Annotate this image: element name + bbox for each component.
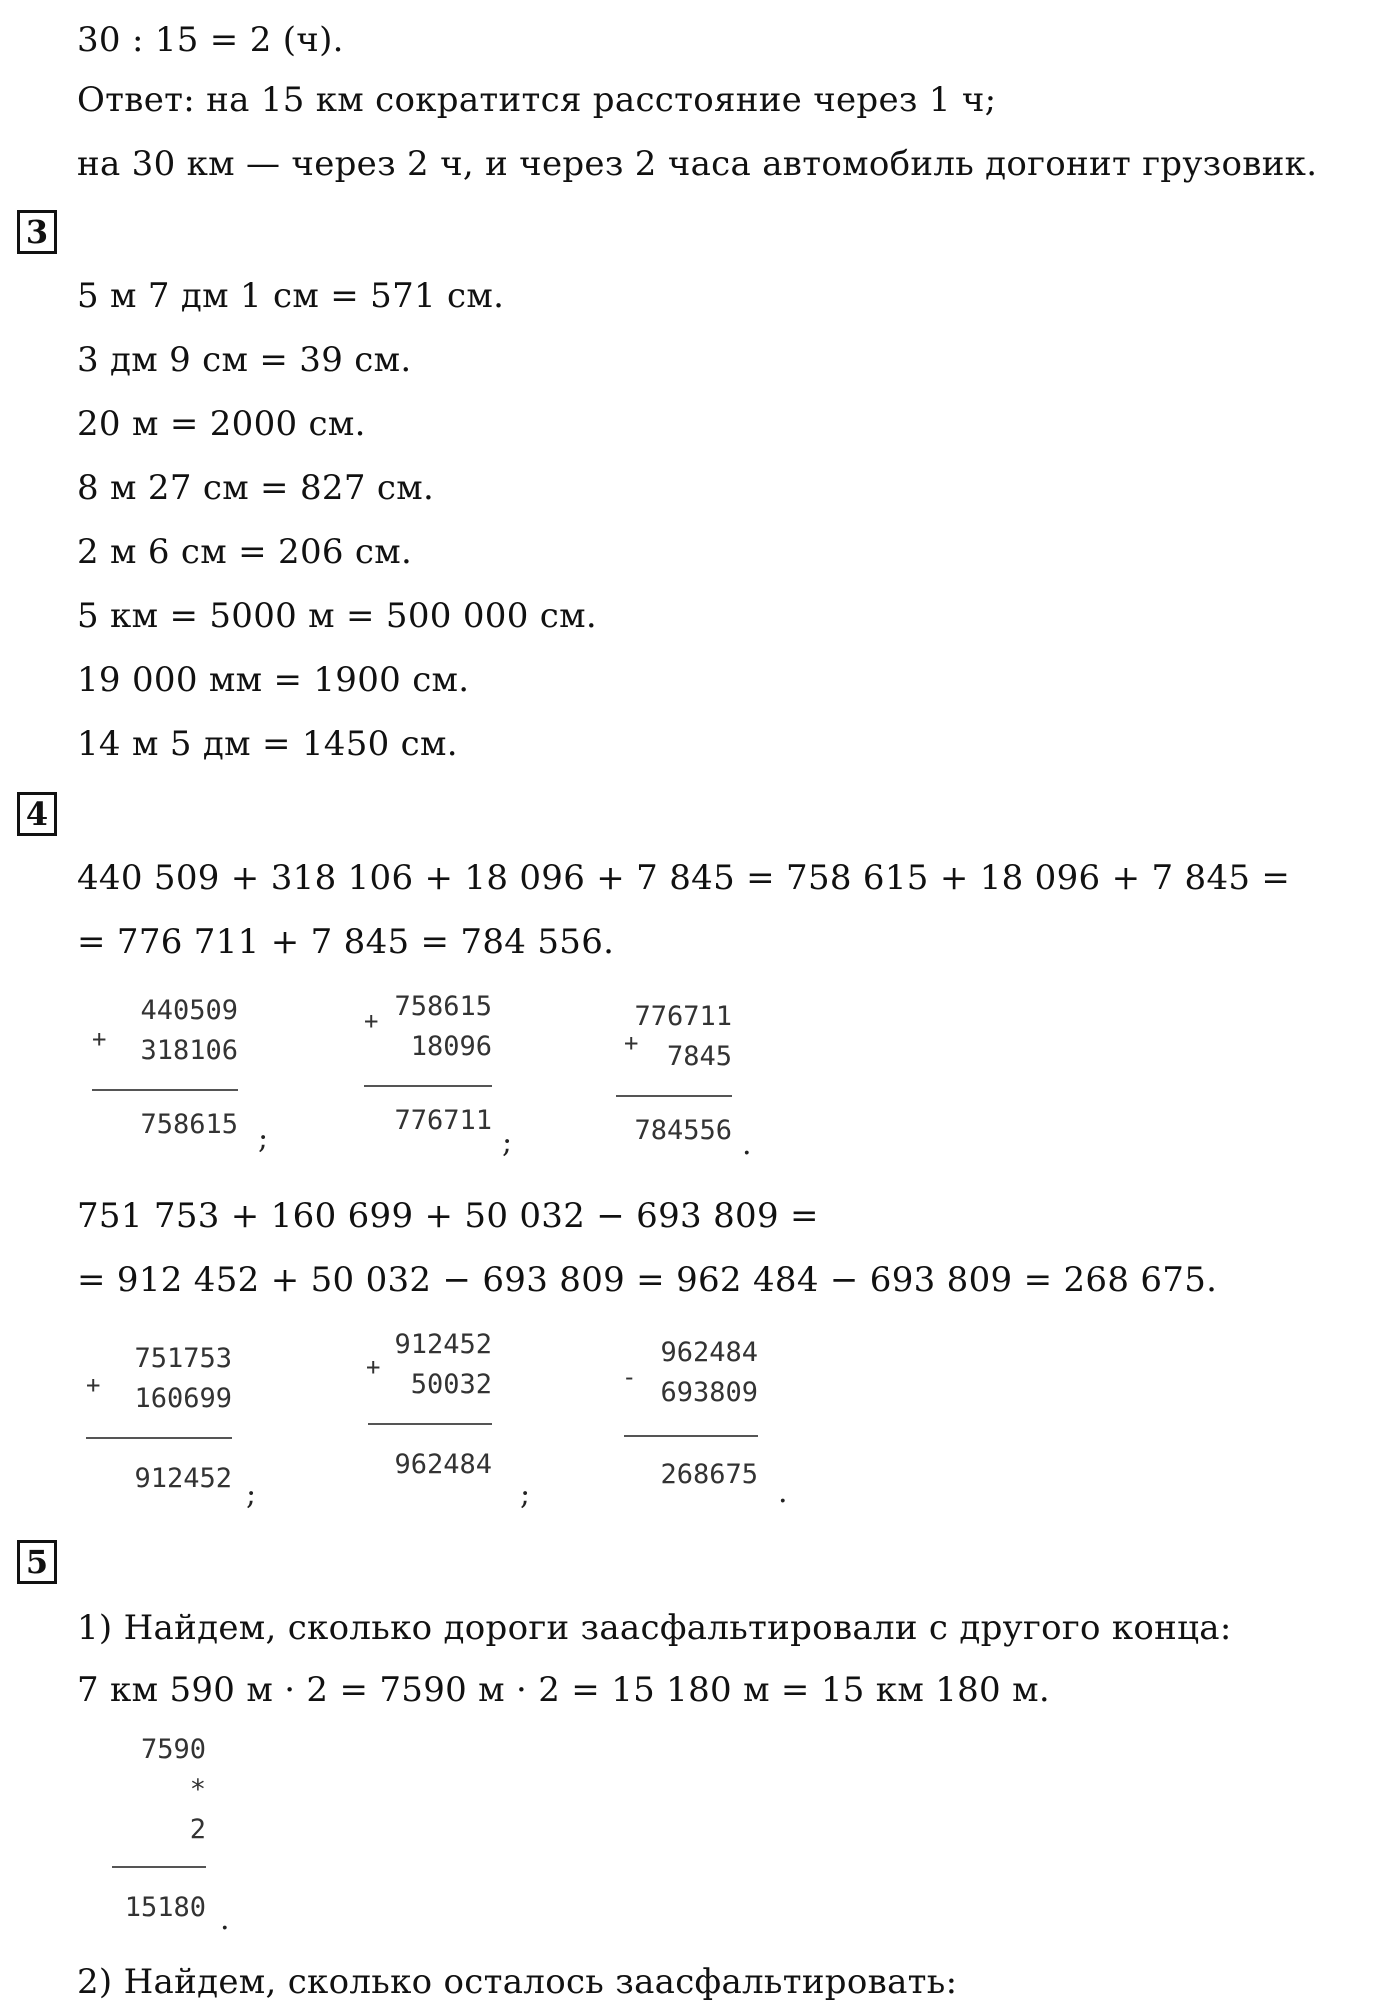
addend: 18096 [410, 1031, 492, 1062]
expression-line: 751 753 + 160 699 + 50 032 − 693 809 = [77, 1196, 819, 1236]
sum-line [364, 1085, 492, 1087]
plus-sign: + [366, 1353, 381, 1381]
column-addition [88, 995, 269, 1156]
separator: ; [246, 1477, 257, 1512]
multiplier: 2 [189, 1814, 206, 1845]
separator: ; [502, 1125, 513, 1160]
product-line [112, 1866, 206, 1868]
sum-result: 962484 [394, 1449, 492, 1480]
conversion-line: 5 км = 5000 м = 500 000 см. [77, 596, 597, 636]
answer-line: Ответ: на 15 км сократится расстояние через 1 ч; [77, 80, 997, 120]
conversion-line: 19 000 мм = 1900 см. [77, 660, 470, 700]
addend: 758615 [394, 991, 492, 1022]
expression-line: 7 км 590 м · 2 = 7590 м · 2 = 15 180 м = 15 км 180 м. [77, 1670, 1050, 1710]
expression-line: = 776 711 + 7 845 = 784 556. [77, 922, 615, 962]
conversion-line: 5 м 7 дм 1 см = 571 см. [77, 276, 505, 316]
minuend: 962484 [660, 1337, 758, 1368]
separator: ; [258, 1121, 269, 1156]
plus-sign: + [86, 1371, 101, 1399]
sum-line [86, 1437, 232, 1439]
column-addition [612, 1001, 752, 1162]
addend: 440509 [140, 995, 238, 1026]
column-addition [362, 991, 513, 1160]
expression-line: 440 509 + 318 106 + 18 096 + 7 845 = 758 615 + 18 096 + 7 845 = [77, 858, 1291, 898]
sum-result: 776711 [394, 1105, 492, 1136]
addend: 160699 [134, 1383, 232, 1414]
separator: . [778, 1475, 788, 1510]
minus-sign: - [622, 1363, 637, 1391]
difference-line [624, 1435, 758, 1437]
difference-result: 268675 [660, 1459, 758, 1490]
separator: ; [520, 1477, 531, 1512]
addend: 318106 [140, 1035, 238, 1066]
addend: 776711 [634, 1001, 732, 1032]
addend: 50032 [410, 1369, 492, 1400]
separator: . [220, 1902, 230, 1937]
conversion-line: 3 дм 9 см = 39 см. [77, 340, 412, 380]
addend: 912452 [394, 1329, 492, 1360]
answer-line: на 30 км — через 2 ч, и через 2 часа автомобиль догонит грузовик. [77, 144, 1318, 184]
step-line: 2) Найдем, сколько осталось заасфальтировать: [77, 1962, 958, 2002]
addend: 7845 [666, 1041, 732, 1072]
step-line: 1) Найдем, сколько дороги заасфальтировали с другого конца: [77, 1608, 1232, 1648]
sum-result: 758615 [140, 1109, 238, 1140]
conversion-line: 14 м 5 дм = 1450 см. [77, 724, 458, 764]
plus-sign: + [624, 1029, 639, 1057]
multiplicand: 7590 [140, 1734, 206, 1765]
sum-result: 784556 [634, 1115, 732, 1146]
task-number-4: 4 [17, 792, 57, 836]
sum-result: 912452 [134, 1463, 232, 1494]
sum-line [616, 1095, 732, 1097]
conversion-line: 20 м = 2000 см. [77, 404, 366, 444]
separator: . [742, 1127, 752, 1162]
sum-line [92, 1089, 238, 1091]
plus-sign: + [92, 1025, 107, 1053]
column-multiplication [108, 1734, 230, 1937]
text-line: 30 : 15 = 2 (ч). [77, 20, 344, 60]
column-addition [366, 1329, 531, 1512]
column-addition [82, 1343, 257, 1512]
sum-line [368, 1423, 492, 1425]
column-subtraction [622, 1337, 788, 1510]
plus-sign: + [364, 1007, 379, 1035]
task-number-3: 3 [17, 210, 57, 254]
conversion-line: 2 м 6 см = 206 см. [77, 532, 413, 572]
times-sign: * [189, 1774, 206, 1805]
expression-line: = 912 452 + 50 032 − 693 809 = 962 484 − 693 809 = 268 675. [77, 1260, 1218, 1300]
subtrahend: 693809 [660, 1377, 758, 1408]
product-result: 15180 [124, 1892, 206, 1923]
conversion-line: 8 м 27 см = 827 см. [77, 468, 435, 508]
task-number-5: 5 [17, 1540, 57, 1584]
addend: 751753 [134, 1343, 232, 1374]
